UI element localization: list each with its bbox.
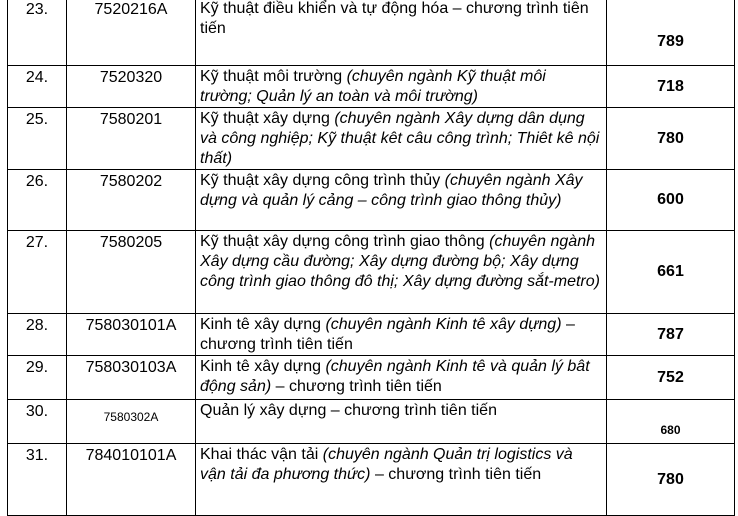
program-name-plain: Kinh tê xây dựng — [200, 316, 326, 333]
row-number: 29. — [8, 356, 67, 400]
row-number: 25. — [8, 108, 67, 170]
program-name-plain: Kỹ thuật xây dựng — [200, 110, 335, 127]
program-name — [196, 231, 607, 314]
table-row — [8, 170, 735, 231]
program-name — [196, 170, 607, 231]
table-row — [8, 108, 735, 170]
program-name-suffix: – chương trình tiên tiến — [370, 466, 542, 483]
program-code: 784010101A — [67, 444, 196, 516]
row-number: 26. — [8, 170, 67, 231]
score: 787 — [607, 314, 735, 356]
program-name-specializations: (chuyên ngành Xây dựng dân dụng và công nghiệp; Kỹ thuật kêt câu công trình; Thiêt kê nội thất) — [200, 110, 600, 167]
program-name-suffix: – chương trình tiên tiến — [271, 378, 442, 395]
program-name-specializations: (chuyên ngành Kinh tê và quản lý bât động sản) — [200, 358, 590, 395]
row-number: 30. — [8, 400, 67, 444]
score: 789 — [607, 0, 735, 66]
program-name — [196, 0, 607, 66]
table-row — [8, 0, 735, 66]
table-row — [8, 356, 735, 400]
program-name-specializations: (chuyên ngành Xây dựng và quản lý cảng – công trình giao thông thủy) — [200, 172, 583, 209]
program-code: 7580302A — [67, 400, 196, 444]
admission-score-table — [7, 0, 735, 516]
score: 780 — [607, 108, 735, 170]
program-code: 758030101A — [67, 314, 196, 356]
program-name-specializations: (chuyên ngành Quản trị logistics và vận tải đa phương thức) — [200, 446, 573, 483]
program-name-specializations: (chuyên ngành Kỹ thuật môi trường; Quản lý an toàn và môi trường) — [200, 68, 546, 105]
row-number: 24. — [8, 66, 67, 108]
table-row — [8, 66, 735, 108]
program-name-suffix: – chương trình tiên tiến — [200, 316, 575, 353]
program-name-specializations: (chuyên ngành Kinh tê xây dựng) — [325, 316, 562, 333]
program-name-plain: Kỹ thuật xây dựng công trình giao thông — [200, 233, 490, 250]
row-number: 27. — [8, 231, 67, 314]
program-code: 7580201 — [67, 108, 196, 170]
program-code: 7580205 — [67, 231, 196, 314]
table-row — [8, 444, 735, 516]
program-name-plain: Kỹ thuật môi trường — [200, 68, 347, 85]
program-name-plain: Quản lý xây dựng – chương trình tiên tiến — [200, 402, 497, 419]
program-name-specializations: (chuyên ngành Xây dựng cầu đường; Xây dựng đường bộ; Xây dựng công trình giao thông đô thị; Xây dựng đường sắt-metro) — [200, 233, 600, 290]
program-name — [196, 400, 607, 444]
program-code: 758030103A — [67, 356, 196, 400]
program-code: 7520320 — [67, 66, 196, 108]
program-name — [196, 66, 607, 108]
table-row — [8, 231, 735, 314]
program-name — [196, 108, 607, 170]
program-name-plain: Kỹ thuật xây dựng công trình thủy — [200, 172, 445, 189]
row-number: 28. — [8, 314, 67, 356]
program-name — [196, 314, 607, 356]
table-row — [8, 400, 735, 444]
score: 780 — [607, 444, 735, 516]
program-code: 7580202 — [67, 170, 196, 231]
score: 680 — [607, 400, 735, 444]
score: 661 — [607, 231, 735, 314]
program-name-plain: Kỹ thuật điều khiển và tự động hóa – chương trình tiên tiến — [200, 0, 589, 37]
program-name — [196, 356, 607, 400]
program-name-plain: Kinh tê xây dựng — [200, 358, 326, 375]
program-name — [196, 444, 607, 516]
score: 718 — [607, 66, 735, 108]
table-row — [8, 314, 735, 356]
program-name-plain: Khai thác vận tải — [200, 446, 323, 463]
program-code: 7520216A — [67, 0, 196, 66]
score: 600 — [607, 170, 735, 231]
score: 752 — [607, 356, 735, 400]
row-number: 23. — [8, 0, 67, 66]
row-number: 31. — [8, 444, 67, 516]
